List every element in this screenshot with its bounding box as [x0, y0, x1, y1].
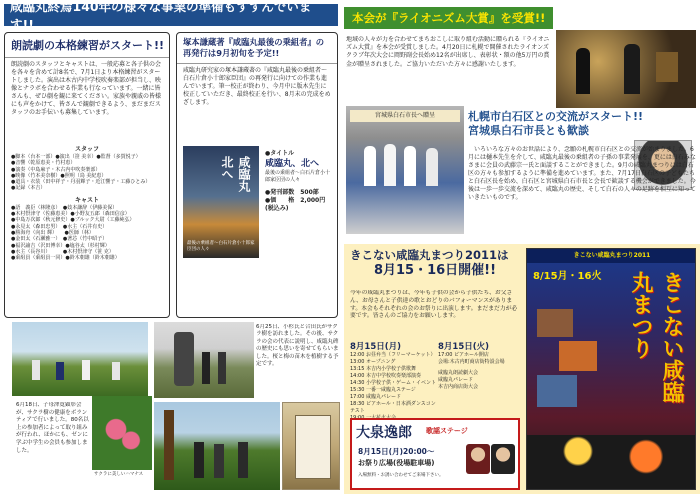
person-silhouette: [238, 442, 248, 478]
day1-item: 13:00 オープニング: [350, 359, 396, 365]
stage-place: お祭り広場(役場駐車場): [358, 459, 435, 467]
staff-list: [5, 153, 169, 193]
book-info-subtitle: 最後の乗組者〜白石片倉小十郎家臣団の人々: [265, 170, 331, 183]
person-silhouette: [112, 362, 120, 380]
person-silhouette: [364, 146, 376, 186]
person-silhouette: [214, 444, 224, 478]
day1-item: 14:30 小学校子供・ゲーム・イベント: [350, 380, 437, 386]
book-cover-image: [183, 146, 259, 258]
person-silhouette: [82, 360, 90, 380]
festival-title-block: [350, 248, 520, 279]
shiroishi-title-block: [468, 110, 698, 138]
reading-drama-title: 朗読劇の本格練習がスタート!!: [5, 33, 169, 58]
stage-label: 歌謡ステージ: [426, 427, 468, 435]
poster-fireworks: [527, 435, 696, 489]
reading-drama-section: [4, 32, 170, 318]
book-info-title-label: ●タイトル: [265, 150, 295, 157]
day2-item: 会場:木古内町商店街特設会場: [438, 359, 505, 365]
book-info-title: 咸臨丸、北へ: [265, 159, 320, 169]
bottom-right-caption: 6月25日、小杉氏と合田氏がサクラ樹を訪れました。その後、サクラの会の代表に説明し、咸臨丸碑の歴史にも思いを寄せてもらいました。桜と梅の苗木を植樹する予定です。: [256, 324, 339, 368]
lionism-title: 本会が『ライオニズム大賞』を受賞!!: [344, 7, 553, 29]
lionism-body: 地域の人々が力を合わせてまちおこしに取り組む活動に贈られる『ライオニズム大賞』を本会が受賞しました。4月20日に札幌で開催されたライオンズクラブ年次大会に岡野副会長始め12名が出席し、表彰状・額の他5万円の賞金が贈呈されました。ご協力いただいた方々に感謝いたします。: [346, 36, 550, 68]
book-info-price: ●価 格 2,000円(税込み): [265, 197, 326, 212]
day2-item: 17:00 ビアホール開店: [438, 352, 489, 358]
staff-line: ●脚本（台本一部）●演出（笹 美幸）●監督（多賀悦子）: [11, 154, 141, 160]
cast-line: ●乗組員（乗組員一同）●鈴木朝雄（鈴木朝雄）: [11, 255, 120, 262]
festival-title-2: 8月15・16日開催!!: [373, 263, 497, 278]
day2-item: 本吉内商店街大会: [438, 384, 479, 390]
bottom-left-caption: 6月18日、子母澤寛顕彰会が、サクラ樹の健康をボランティアで行いました。80名以上の参加者によって取り組みが行われ、ほかにも、ゼンに学ぶ中学生の会員も参加しました。: [16, 402, 89, 454]
cast-line: ●語 義臣（林隆彦） ●妓本謙辞（伊藤美保）: [11, 204, 118, 211]
photo-sign: 宮城県白石市長へ贈呈: [350, 110, 460, 122]
stage-note: 入場無料・お誘い合わせてご来場下さい。: [358, 473, 444, 478]
day1-item: 14:00 本吉中学校吹奏楽部演奏: [350, 373, 421, 379]
day2-item: 咸臨丸パレード: [438, 377, 474, 383]
staff-line: ●音響（乾原恵美・竹村恵）: [11, 160, 76, 167]
poster-photo-1: [537, 309, 573, 337]
hamanasu-flower-photo: [92, 396, 152, 470]
festival-day2: [438, 340, 522, 391]
volunteer-photo: [12, 322, 148, 396]
tree-planting-photo: [154, 402, 280, 490]
lionism-award-photo: [556, 30, 696, 108]
stage-banner: [350, 418, 520, 490]
person-silhouette: [202, 352, 210, 384]
cast-label: キャスト: [74, 196, 99, 204]
staff-line: ●演奏（中島麻子・木古内中吹奏楽部）: [11, 166, 101, 173]
stage-date: 8月15日(月)20:00～: [358, 447, 435, 456]
day1-item: 13:15 本吉内小学校子供歌舞: [350, 366, 416, 372]
shrine-plaque: [295, 415, 331, 479]
cast-line: ●木村摂津守（佐藤恵美）●小野友五郎（森田信彦）: [11, 211, 130, 218]
tree-trunk: [164, 410, 174, 480]
stage-performer-name: 大泉逸郎: [356, 425, 412, 441]
shiroishi-body: いろいろな方々のお世話により、念願の札幌市白石区との交流が始まりました。6月には樋本先生を介して、咸臨丸最後の乗組者の子孫の事業発展を、更には白石みなさまに会員の武藤宗一氏と面談することができました。9月の咸臨丸まつりには白石区の方々も参加するように準備を進めています。また、7月17日白石区の子どもたちと白石区長を始め、白石区と宮城県白石市長と会長で歓談する機会ができました。今後は一歩一歩交流を深めて、咸臨丸の歴史、そして白石の人々の足跡を相互に知っていきたいものです。: [468, 146, 696, 201]
book-info: [265, 146, 331, 258]
poster-dates: 8/15月・16火: [533, 271, 602, 282]
festival-poster: [526, 248, 696, 490]
person-silhouette: [32, 360, 40, 380]
performer-photo: [491, 444, 515, 474]
monument-stone: [174, 332, 194, 386]
cast-line: ●中島万次郎（秋元修史）●ブルック大尉（工藤純弘）: [11, 217, 135, 224]
festival-day1: [350, 340, 436, 422]
day1-item: 17:00 咸臨丸パレード: [350, 394, 401, 400]
visit-photo: [154, 322, 254, 398]
staff-line: ●道具・衣装（田中祥子・丹羽輝子・近江響子・工藤ひとみ）: [11, 179, 151, 186]
shiroishi-title-2: 宮城県白石市長とも歓談: [468, 124, 589, 137]
person-silhouette: [426, 148, 438, 186]
poster-photo-3: [537, 375, 577, 407]
main-header-bar: [4, 0, 338, 32]
shiroishi-title-1: 札幌市白石区との交流がスタート!!: [468, 110, 644, 123]
person-silhouette: [194, 442, 204, 478]
person-silhouette: [56, 362, 64, 380]
day1-label: 8月15日(月): [350, 342, 402, 352]
cast-line: ●福沢諭吉（沢田博幸）●塩谷太（杉村輝）: [11, 242, 110, 249]
staff-line: ●記録（本吉）: [11, 185, 46, 192]
book-body: 咸臨丸研究家の塚本謙蔵著の『咸臨丸最後の乗組者～白石片倉小十郎家臣団』の再発行に向けての作業も進んでいます。筆一校正が終わり、今月中に版木先生に校正していただき、最終校正を行い、8月末の完成をめざします。: [183, 67, 331, 106]
staff-line: ●映像（竹本美奈樹）●照明（鳥 美紀恵）: [11, 172, 107, 179]
shiroishi-group-photo: [346, 106, 464, 234]
book-cover-subtitle: 最後の乗組者〜白石片倉小十郎家臣団の人々: [187, 241, 255, 252]
cast-list: [5, 204, 169, 263]
poster-title: きこない咸臨丸まつり: [628, 271, 684, 403]
main-header-title: 咸臨丸終焉140年の様々な事業の準備もすすんでいます!!: [10, 0, 312, 32]
book-title: 塚本謙蔵著『咸臨丸最後の乗組者』の再発行は9月初旬を予定!!: [177, 33, 337, 64]
reading-drama-body: 朗読劇のスタッフとキャストは、一般応募と各子供の会を各々を含めて計8名で、7月1日より本格練習がスタートしました。演出は木古内中学校吹奏楽部が担当し、映像とナラボを合わせる作業も行なっています。一緒に皆さんも、ぜひ劇を観に来てください。家族や親戚の皆様にも声をかけて、皆さんで観劇できるよう、まだまだスタッフのお手伝いも募集しています。: [11, 61, 162, 116]
shrine-photo: [282, 402, 340, 490]
day1-item: 15:30 一番一咸臨丸ステージ: [350, 387, 416, 393]
festival-title-1: きこない咸臨丸まつり2011は: [350, 248, 509, 262]
person-silhouette: [218, 352, 226, 384]
festival-body: 今年の咸臨丸まつりは、今年も子供の会から子供たち、お父さん、お母さんと子供達の歌とおどりのパフォーマンスがあります。本会もそれぞれの会のお祭りに出演します。まだまだ力が必要です。皆さんのご協力をお願いします。: [350, 290, 518, 320]
cast-line: ●永見太（森田忠男） ●水主（石井有史）: [11, 223, 108, 230]
lionism-title-row: [344, 6, 700, 30]
poster-photo-2: [559, 341, 597, 371]
day1-item: 18:30 ビアホール・日本酒ダンスコンテスト: [350, 401, 436, 414]
day1-item: 12:00 お昼弁当（フリーマーケット）: [350, 352, 436, 358]
performer-photo: [466, 444, 490, 474]
person-silhouette: [624, 44, 640, 94]
cast-line: ●金田太（石瀬雅一） ●著芯（竹中昭子）: [11, 236, 108, 243]
book-cover-title: 咸臨丸 北へ: [220, 156, 251, 204]
person-silhouette: [384, 144, 396, 186]
book-section: [176, 32, 338, 318]
person-silhouette: [576, 48, 590, 94]
cast-line: ●勝海舟（向出 輝） ●医師（林）: [11, 229, 94, 236]
book-info-pages: ●発刊部数 500部: [265, 189, 319, 196]
poster-header: きこない咸臨丸まつり2011: [527, 249, 696, 263]
day2-label: 8月15日(火): [438, 342, 490, 352]
staff-label: スタッフ: [74, 146, 99, 153]
flower-caption: サクラに美しいハマナス: [94, 472, 144, 477]
trophy-shape: [656, 52, 678, 82]
day2-item: 咸臨丸朗読劇大会: [438, 370, 479, 376]
person-silhouette: [404, 146, 416, 186]
poster-photo-collage: [537, 309, 597, 409]
cast-line: ●水主（長谷川） ●木村摂津守（笹 克）: [11, 248, 114, 255]
